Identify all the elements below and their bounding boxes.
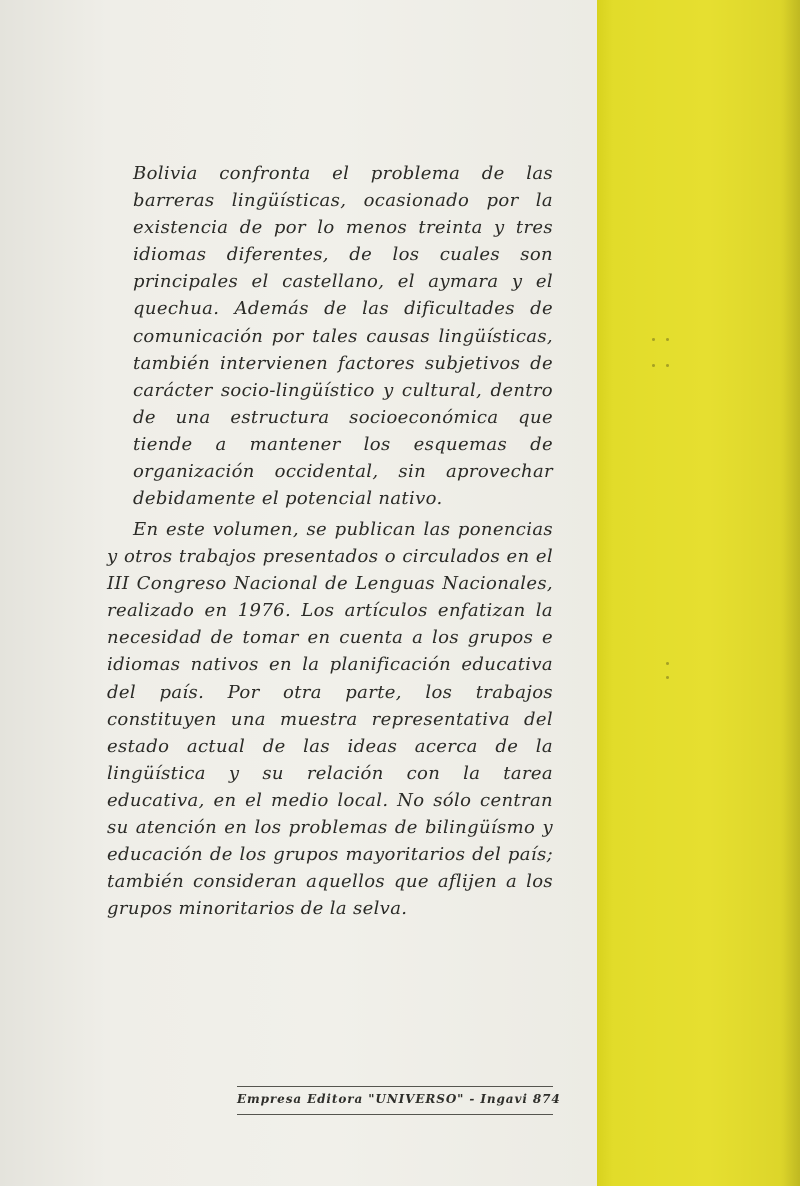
spine-fold-mark bbox=[652, 364, 655, 367]
blurb-paragraph-2: En este volumen, se publican las ponencias y otros trabajos presentados o circulados en el III Congreso Nacional de Lenguas Nacionales, realizado en 1976. Los artículos enfatizan la necesidad de tomar en cuenta a los grupos e idiomas nativos en la planificación educativa del país. Por otra parte, los trabajos constituyen una muestra representativa del estado actual de las ideas acerca de la lingüística y su relación con la tarea educativa, en el medio local. No sólo centran su atención en los problemas de bilingüísmo y educación de los grupos mayoritarios del país; también consideran aquellos que aflijen a los grupos minoritarios de la selva. bbox=[107, 519, 553, 920]
publisher-imprint: Empresa Editora "UNIVERSO" - Ingavi 874 bbox=[237, 1092, 561, 1106]
imprint-rule-top bbox=[237, 1086, 553, 1087]
spine-fold-mark bbox=[666, 662, 669, 665]
spine-shadow-edge bbox=[780, 0, 800, 1186]
yellow-spine-band bbox=[597, 0, 800, 1186]
blurb-paragraph-1: Bolivia confronta el problema de las barreras lingüísticas, ocasionado por la existencia de por lo menos treinta y tres idiomas diferentes, de los cuales son principales el castellano, el aymara y el quechua. Además de las dificultades de comunicación por tales causas lingüísticas, también intervienen factores subjetivos de carácter socio-lingüístico y cultural, dentro de una estructura socioeconómica que tiende a mantener los esquemas de organización occidental, sin aprovechar debidamente el potencial nativo. bbox=[133, 163, 553, 510]
spine-fold-mark bbox=[666, 676, 669, 679]
imprint-rule-bottom bbox=[237, 1114, 553, 1115]
spine-fold-mark bbox=[666, 338, 669, 341]
spine-fold-mark bbox=[652, 338, 655, 341]
spine-fold-mark bbox=[666, 364, 669, 367]
